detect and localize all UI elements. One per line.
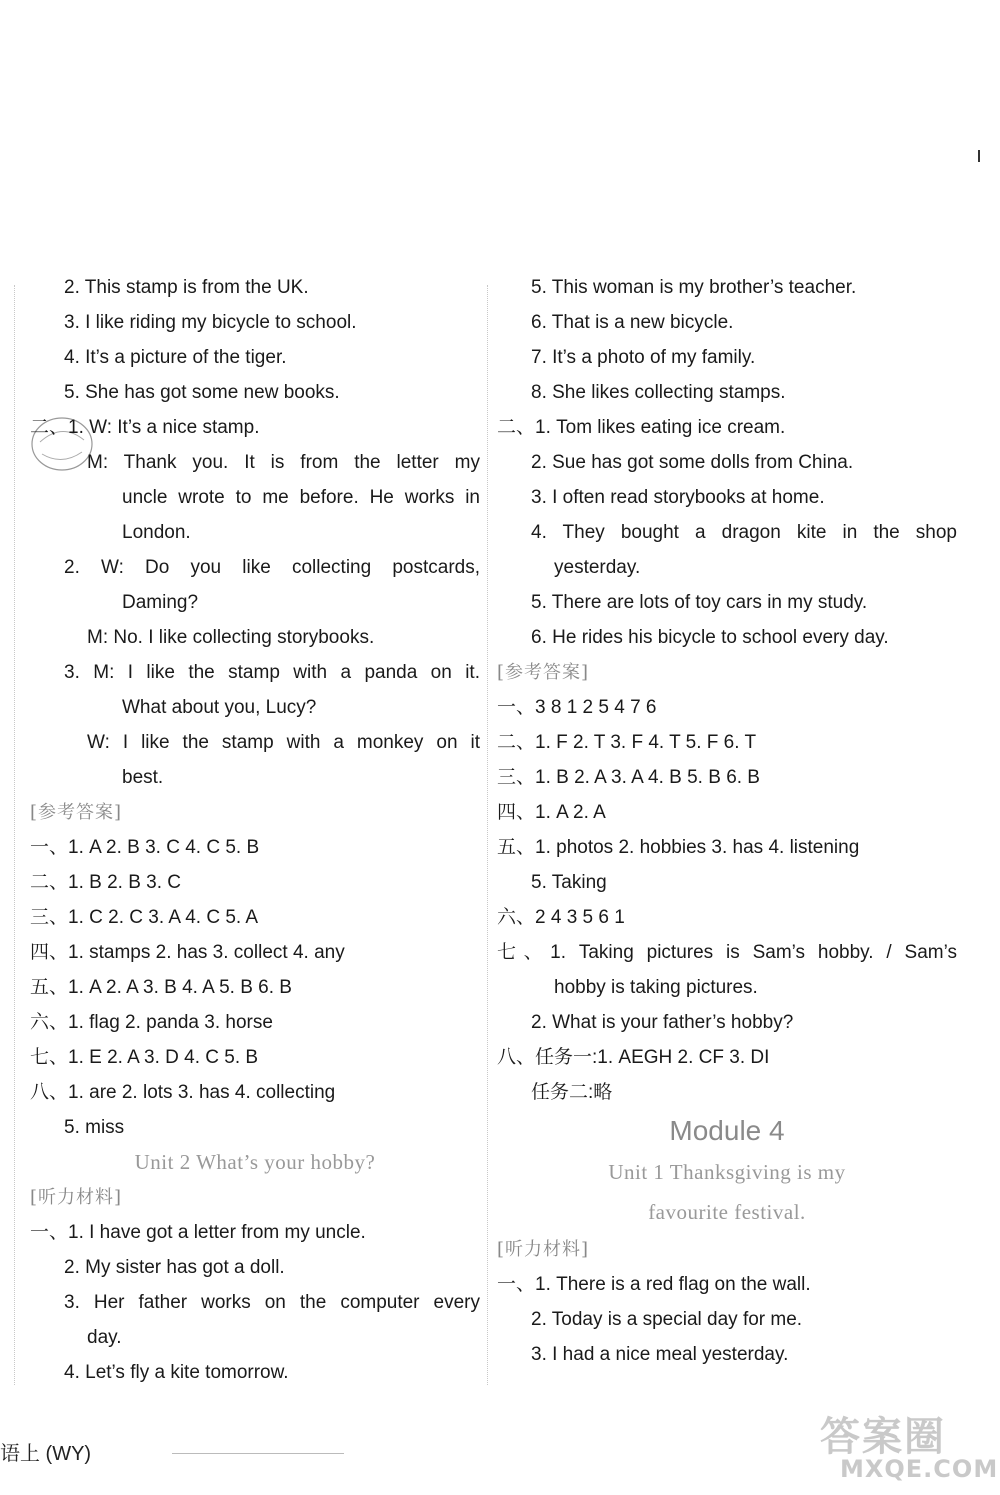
text-line: 5. There are lots of toy cars in my study. xyxy=(531,592,868,613)
text-line: 2. My sister has got a doll. xyxy=(64,1257,285,1278)
answer-line: 三、1. C 2. C 3. A 4. C 5. A xyxy=(30,907,259,928)
text-line: 2. W: Do you like collecting postcards, xyxy=(64,557,480,578)
text-line: uncle wrote to me before. He works in xyxy=(122,487,480,508)
edge-mark xyxy=(978,150,980,162)
answer-line: 一、1. A 2. B 3. C 4. C 5. B xyxy=(30,837,260,858)
unit-heading: Unit 2 What’s your hobby? xyxy=(134,1150,376,1174)
answer-line: 2. What is your father’s hobby? xyxy=(531,1012,794,1033)
answer-line: 八、任务一:1. AEGH 2. CF 3. DI xyxy=(497,1047,770,1068)
text-line: 8. She likes collecting stamps. xyxy=(531,382,786,403)
answer-line: 5. miss xyxy=(64,1117,125,1138)
text-line: 4. They bought a dragon kite in the shop xyxy=(531,522,957,543)
watermark-logo xyxy=(820,1405,1000,1495)
answer-line: 七、1. E 2. A 3. D 4. C 5. B xyxy=(30,1047,259,1068)
text-line: 3. M: I like the stamp with a panda on it. xyxy=(64,662,480,683)
text-line: 5. She has got some new books. xyxy=(64,382,340,403)
unit-heading: Unit 1 Thanksgiving is my xyxy=(608,1160,846,1184)
text-line: 3. I often read storybooks at home. xyxy=(531,487,825,508)
text-line: yesterday. xyxy=(554,557,641,578)
answer-line: hobby is taking pictures. xyxy=(554,977,758,998)
text-line: 7. It’s a photo of my family. xyxy=(531,347,756,368)
text-line: best. xyxy=(122,767,164,788)
unit-heading-cont: favourite festival. xyxy=(648,1200,806,1224)
text-line: 5. This woman is my brother’s teacher. xyxy=(531,277,857,298)
text-line: Daming? xyxy=(122,592,199,613)
answer-line: 五、1. photos 2. hobbies 3. has 4. listening xyxy=(497,837,860,858)
text-line: day. xyxy=(87,1327,122,1348)
column-divider xyxy=(487,285,488,1385)
watermark-text: 答案圈 xyxy=(820,1414,946,1460)
answer-line: 六、2 4 3 5 6 1 xyxy=(497,907,625,928)
answer-line: 三、1. B 2. A 3. A 4. B 5. B 6. B xyxy=(497,767,760,788)
footer-rule xyxy=(172,1453,344,1454)
answer-line: 六、1. flag 2. panda 3. horse xyxy=(30,1012,273,1033)
text-line: 二、1. Tom likes eating ice cream. xyxy=(497,417,786,438)
text-line: 3. I had a nice meal yesterday. xyxy=(531,1344,789,1365)
text-line: 2. Sue has got some dolls from China. xyxy=(531,452,854,473)
text-line: 一、1. There is a red flag on the wall. xyxy=(497,1274,811,1295)
answer-line: 五、1. A 2. A 3. B 4. A 5. B 6. B xyxy=(30,977,292,998)
text-line: M: No. I like collecting storybooks. xyxy=(87,627,375,648)
section-label: [参考答案] xyxy=(497,662,590,683)
text-line: 二、1. W: It’s a nice stamp. xyxy=(30,417,260,438)
page-footer: 语上 (WY) xyxy=(0,1443,92,1465)
text-line: M: Thank you. It is from the letter my xyxy=(87,452,480,473)
text-line: 2. Today is a special day for me. xyxy=(531,1309,803,1330)
answer-line: 八、1. are 2. lots 3. has 4. collecting xyxy=(30,1082,336,1103)
text-line: 6. That is a new bicycle. xyxy=(531,312,734,333)
text-line: London. xyxy=(122,522,191,543)
text-line: 3. I like riding my bicycle to school. xyxy=(64,312,357,333)
watermark-url: MXQE.COM xyxy=(840,1455,999,1483)
section-label: [听力材料] xyxy=(30,1187,123,1208)
text-line: 4. It’s a picture of the tiger. xyxy=(64,347,287,368)
answer-line: 5. Taking xyxy=(531,872,607,893)
module-heading: Module 4 xyxy=(669,1115,785,1146)
text-line: 6. He rides his bicycle to school every day. xyxy=(531,627,889,648)
answer-line: 四、1. stamps 2. has 3. collect 4. any xyxy=(30,942,345,963)
left-margin-rule xyxy=(14,285,15,1385)
answer-line: 二、1. F 2. T 3. F 4. T 5. F 6. T xyxy=(497,732,757,753)
section-label: [听力材料] xyxy=(497,1239,590,1260)
right-column xyxy=(497,270,957,1372)
answer-line: 二、1. B 2. B 3. C xyxy=(30,872,181,893)
text-line: 4. Let’s fly a kite tomorrow. xyxy=(64,1362,289,1383)
text-line: 3. Her father works on the computer every xyxy=(64,1292,480,1313)
left-column xyxy=(30,270,480,1390)
answer-line: 一、3 8 1 2 5 4 7 6 xyxy=(497,697,657,718)
text-line: 一、1. I have got a letter from my uncle. xyxy=(30,1222,366,1243)
answer-line: 七、1. Taking pictures is Sam’s hobby. / Sam’s xyxy=(497,942,957,963)
text-line: 2. This stamp is from the UK. xyxy=(64,277,309,298)
answer-line: 任务二:略 xyxy=(531,1082,613,1103)
text-line: What about you, Lucy? xyxy=(122,697,317,718)
section-label: [参考答案] xyxy=(30,802,123,823)
text-line: W: I like the stamp with a monkey on it xyxy=(87,732,480,753)
answer-line: 四、1. A 2. A xyxy=(497,802,606,823)
